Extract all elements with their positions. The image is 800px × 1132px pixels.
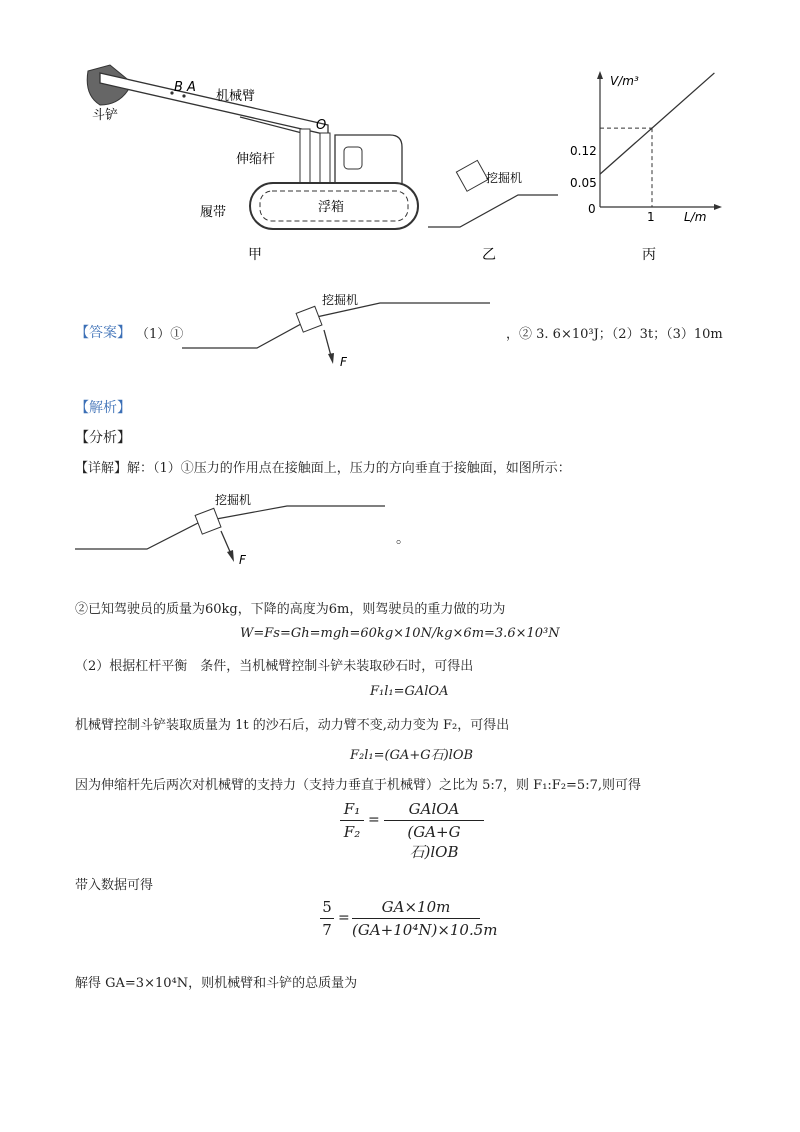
line-ratio-intro: 因为伸缩杆先后两次对机械臂的支持力（支持力垂直于机械臂）之比为 5:7，则 F₁:F₂=5:7,则可得 [75, 778, 641, 793]
frac1-right: GAlOA (GA+G石)lOB [384, 800, 484, 862]
eq1: F₁l₁=GAlOA [370, 684, 449, 699]
problem-figure [70, 55, 730, 275]
eq-sign-2: = [338, 910, 350, 926]
frac2-right: GA×10m (GA+10⁴N)×10.5m [352, 898, 498, 939]
series-line [600, 73, 714, 174]
frac2-left: 5 7 [320, 898, 334, 939]
answer-fig-label: 挖掘机 [322, 293, 359, 307]
analysis-fig-label: 挖掘机 [215, 493, 252, 507]
ba-label: B A [174, 80, 196, 95]
origin-label: 0 [588, 202, 596, 216]
slope-label: 挖掘机 [486, 171, 523, 185]
arm-label: 机械臂 [216, 89, 256, 104]
float-box-label: 浮箱 [318, 200, 345, 215]
excavator-box [456, 160, 488, 191]
x-axis-label: L/m [684, 210, 707, 224]
jiexi-tag: 【解析】 [75, 400, 131, 416]
frac1-left: F₁ F₂ [340, 800, 364, 841]
eq-sign-1: = [368, 812, 380, 828]
period: 。 [396, 531, 410, 547]
excavator-diagram [87, 65, 418, 263]
pivot-label: O [316, 118, 327, 133]
caption-bing: 丙 [642, 247, 656, 263]
arm-shape [100, 73, 328, 135]
rod-label: 伸缩杆 [236, 152, 276, 167]
rod-shape [300, 129, 310, 189]
answer-force-diagram [182, 288, 497, 370]
answer-part1: （1）① [136, 327, 184, 342]
eq2: F₂l₁=(GA+G石)lOB [350, 748, 474, 763]
answer-force-label: F [340, 355, 347, 369]
caption-yi: 乙 [482, 247, 496, 263]
x-tick-1: 1 [647, 210, 655, 224]
line-load-intro: 机械臂控制斗铲装取质量为 1t 的沙石后，动力臂不变,动力变为 F₂，可得出 [75, 718, 510, 733]
eq-work: W=Fs=Gh=mgh=60kg×10N/kg×6m=3.6×10³N [240, 626, 560, 641]
caption-jia: 甲 [248, 247, 262, 263]
y-axis-label: V/m³ [610, 74, 639, 88]
slope-diagram [428, 160, 558, 263]
analysis-force-diagram [75, 484, 395, 572]
fenxi-tag: 【分析】 [75, 430, 131, 446]
line-lever-intro: （2）根据杠杆平衡 条件，当机械臂控制斗铲未装取砂石时，可得出 [75, 659, 474, 674]
line-result: 解得 GA=3×10⁴N，则机械臂和斗铲的总质量为 [75, 976, 358, 991]
line-substitute: 带入数据可得 [75, 878, 154, 893]
y-tick-012: 0.12 [570, 144, 597, 158]
track-label: 履带 [200, 205, 227, 220]
line-work-intro: ②已知驾驶员的质量为60kg，下降的高度为6m，则驾驶员的重力做的功为 [75, 602, 506, 617]
analysis-force-label: F [239, 553, 246, 567]
y-tick-005: 0.05 [570, 176, 597, 190]
volume-length-graph [570, 71, 722, 263]
answer-rest: ，② 3. 6×10³J；（2）3t；（3）10m [506, 327, 723, 342]
bucket-label: 斗铲 [92, 108, 119, 123]
answer-tag: 【答案】 [75, 325, 131, 341]
detail-line: 【详解】解：（1）①压力的作用点在接触面上，压力的方向垂直于接触面，如图所示： [75, 461, 571, 476]
